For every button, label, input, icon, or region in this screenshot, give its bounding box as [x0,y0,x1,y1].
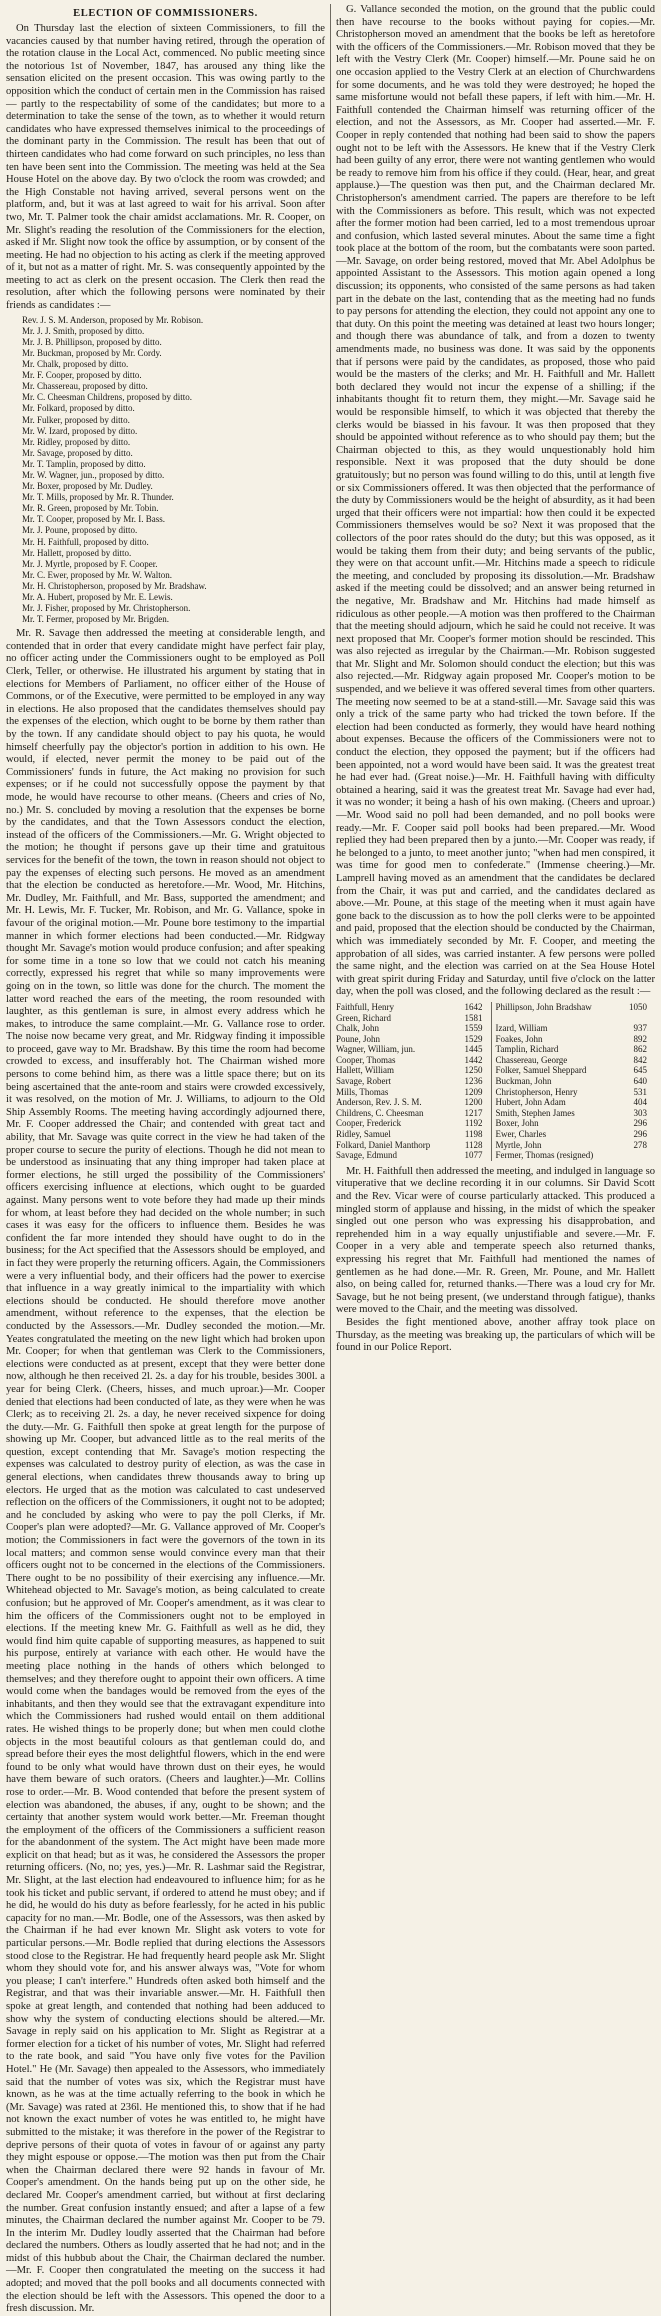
poll-candidate-name: Savage, Robert [336,1076,391,1087]
poll-votes: 937 [633,1023,647,1034]
poll-candidate-name: Tamplin, Richard [491,1044,615,1055]
candidate-nomination: Mr. Buckman, proposed by Mr. Cordy. [22,347,162,358]
poll-candidate-name: Green, Richard [336,1012,391,1023]
poll-votes: 640 [633,1076,647,1087]
poll-row [336,1118,655,1129]
candidate-nomination: Mr. Chassereau, proposed by ditto. [22,381,148,392]
candidate-nomination: Mr. R. Green, proposed by Mr. Tobin. [22,503,159,514]
poll-candidate-name: Wagner, William, jun. [336,1044,416,1055]
candidate-nomination: Mr. J. B. Phillipson, proposed by ditto. [22,336,162,347]
poll-candidate-name: Christopherson, Henry [491,1087,615,1098]
candidate-nomination: Mr. Folkard, proposed by ditto. [22,403,135,414]
candidate-nomination: Mr. C. Cheesman Childrens, proposed by ditto. [22,392,192,403]
column-left [6,4,325,2316]
closing-paragraph: Besides the fight mentioned above, another affray took place on Thursday, as the meeting was breaking up, the particulars of which will be found in our Police Report. [336,1316,655,1354]
poll-candidate-name: Chassereau, George [491,1055,615,1066]
poll-votes: 404 [633,1097,647,1108]
poll-candidate-name: Ridley, Samuel [336,1129,391,1140]
candidate-nomination: Mr. Chalk, proposed by ditto. [22,359,129,370]
poll-candidate-name: Anderson, Rev. J. S. M. [336,1097,422,1108]
poll-votes: 1209 [464,1086,483,1097]
intro-paragraph: On Thursday last the election of sixteen Commissioners, to fill the vacancies caused by that number having retired, through the operation of the rotation clause in the Local Act, commenced. No public meeting since the notorious 1st of November, 1847, has aroused any thing like the sensation elicited on the present occasion. This was owing partly to the opposition which the conduct of certain men in the Commission has raised — partly to the respectability of some of the candidates; but more to a determination to take the sense of the town, as to whether it would return candidates who have expressed themselves inimical to the proceedings of the dominant party in the Commission. The result has been that out of thirteen candidates who had come forward on such principles, no less than ten have been sent into the Commission. The meeting was held at the Sea House Hotel on the above day. By two o'clock the room was crowded; and the High Constable not having arrived, several persons went on the platform, and, but it was at last agreed to wait for his arrival. Soon after two, Mr. T. Palmer took the chair amidst acclamations. Mr. R. Cooper, on Mr. Slight's reading the resolution of the Commissioners for the election, asked if Mr. Slight now took the office by assumption, or by consent of the meeting. He had no objection to his acting as clerk if the meeting approved of it, but not as a matter of right. Mr. S. was consequently appointed by the meeting to act as clerk on the present occasion. The Clerk then read the resolution, after which the following persons were nominated by their friends as candidates :— [6,23,325,312]
poll-candidate-name: Childrens, C. Cheesman [336,1107,424,1118]
poll-votes: 1198 [464,1129,483,1140]
poll-votes: 296 [633,1129,647,1140]
poll-candidate-name: Hubert, John Adam [491,1097,615,1108]
poll-votes: 1559 [464,1023,483,1034]
poll-votes: 892 [633,1033,647,1044]
poll-candidate-name: Boxer, John [491,1118,615,1129]
poll-votes [615,1150,655,1161]
poll-candidate-name: Chalk, John [336,1023,380,1034]
poll-candidate-name: Faithfull, Henry [336,1001,394,1012]
poll-votes: 645 [633,1065,647,1076]
candidate-nomination: Mr. Hallett, proposed by ditto. [22,547,132,558]
poll-votes: 1050 [629,1001,647,1012]
poll-row [336,1023,655,1034]
poll-candidate-name: Poune, John [336,1033,381,1044]
poll-row [336,1097,655,1108]
poll-row [336,1055,655,1066]
debate-paragraph: Mr. R. Savage then addressed the meeting at considerable length, and contended that in order that every candidate might have perfect fair play, no officer acting under the Commissioners ought to be employed as Poll Clerk, Teller, or otherwise. He illustrated his argument by stating that in elections for Members of Parliament, no officer either of the House of Commons, or of the Executive, were permitted to be employed in any way in elections. He also proposed that the candidates themselves should pay the expenses of the election, which ought to be borne by them rather than by the town. If any candidate should object to pay his quota, he would himself cheerfully pay the objector's portion in addition to his own. He would, if elected, never permit the money to be paid out of the Commissioners' funds in future, the Act making no provision for such expenses; or if he could not successfully oppose the payment by that mode, he would have recourse to other means. (Cheers and cries of No, no.) Mr. S. concluded by moving a resolution that the expenses be borne by the candidates, and that the Town Assessors conduct the election, instead of the officers of the Commissioners.—Mr. G. Wright objected to the motion; he thought if persons gave up their time and gratuitous services for the benefit of the town, the town in reason should not object to pay the expenses of electing such persons. He moved as an amendment that the election be conducted as heretofore.—Mr. Wood, Mr. Hitchins, Mr. Dudley, Mr. Faithfull, and Mr. Bass, supported the amendment; and Mr. H. Lewis, Mr. F. Tucker, Mr. Robison, and Mr. G. Vallance, spoke in favour of the original motion.—Mr. Poune bore testimony to the impartial manner in which former elections had been conducted.—Mr. Ridgway thought Mr. Savage's motion would produce confusion; and after speaking for some time in a tone so low that we could not catch his meaning correctly, expressed his regret that while so many improvements were going on in the town, so little was done for the church. The moment the latter word reached the ears of the meeting, the room resounded with laughter, as this gentleman is sure, in almost every address which he makes, to introduce the same complaint.—Mr. G. Vallance rose to order. The noise now became very great, and Mr. Ridgway finding it impossible to proceed, gave way to Mr. Bradshaw. By this time the room had become crowded to excess, and insufferably hot. The Chairman wished more persons to come behind him, as there was a little space there; but on its being ascertained that the ante-room and stairs were crowded excessively, it was resolved, on the motion of Mr. J. Williams, to adjourn to the Old Ship Assembly Rooms. The meeting having accordingly adjourned there, Mr. F. Cooper addressed the Chair; and contended with great tact and ability, that Mr. Savage was quite correct in the view he had taken of the proper course to secure the purity of elections. Though he did not mean to be understood as insinuating that any thing improper had taken place at former elections, he still urged the possibility of the Commissioners' officers exercising influence at elections, which ought to be guarded against. Many persons went to vote before they had made up their minds for whom, at least before they had decided on the whole number; in such cases it was easy for the officers to influence them. Besides he was confident the far more intended they should have ought to do in the business; for the Act specified that the Assessors should be employed, and in fact they were properly the returning officers. Again, the Commissioners were a very influential body, and their officers had the power to exercise that influence in a way greatly inimical to the impartiality with which elections should be conducted. He should therefore move another amendment, without reference to the expenses, that the election be conducted by the Assessors.—Mr. Dudley seconded the motion.—Mr. Yeates congratulated the meeting on the new light which had broken upon Mr. Cooper; for when that gentleman was Clerk to the Commissioners, elections were conducted as at present, except that they were better done now, although he then received 2l. 2s. a day for his trouble, besides 300l. a year for being Clerk. (Cheers, hisses, and much uproar.)—Mr. Cooper denied that elections had been conducted of late, as they were when he was Clerk; as to receiving 2l. 2s. a day, he never received sixpence for doing the duty.—Mr. G. Faithfull then spoke at great length for the purpose of showing up Mr. Cooper, but advanced little as to the real merits of the question, except contending that Mr. Savage's motion respecting the expenses was calculated to destroy purity of election, as was the case in general elections, when candidates threw thousands away to bring up electors. He urged that as the motion was calculated to cast undeserved reflection on the officers of the Commissioners, it ought not to be adopted; and he concluded by asking who were to pay the poll Clerks, if Mr. Cooper's plan were adopted?—Mr. G. Vallance approved of Mr. Cooper's motion; the Commissioners in fact were the governors of the town in its local matters; and common sense would convince every man that their officers ought not to be concerned in the elections of the Commissioners. There ought to be no possibility of their exercising any influence.—Mr. Whitehead objected to Mr. Savage's motion, as being calculated to create confusion; but he approved of Mr. Cooper's amendment, as it was clear to him the officers of the Commissioners ought not to be employed in elections. If the meeting knew Mr. G. Faithfull as well as he did, they would find him quite capable of supporting measures, as happened to suit his purpose, entirely at variance with each other. He would have the meeting place nothing in the hands of others which belonged to themselves; and they therefore ought to appoint their own officers. A time would come when the bandages would be removed from the eyes of the inhabitants, and then they would see that the extravagant expenditure into which the Commissioners had rushed would entail on them additional rates. He wished things to be properly done; but when men could clothe objects in the most beautiful colours as that gentleman could do, and spread before their eyes the most delightful flowers, which in the end were found to be only what would have thrown dust on their eyes, he would have them beware of such orators. (Cheers and laughter.)—Mr. Collins rose to order.—Mr. B. Wood contended that before the present system of election was abandoned, the abuses, if any, ought to be shown; and the certainty that another system would work better.—Mr. Freeman thought the employment of the officers of the Commissioners a sufficient reason for the abandonment of the system. The Act might have been made more explicit on that head; but as it was, he considered the Assessors the proper returning officers. (No, no; yes, yes.)—Mr. R. Lashmar said the Registrar, Mr. Slight, at the last election had endeavoured to influence him; for as he took his ticket and public servant, if ordered to attend he must obey; and if he did, he would do his duty as before fearlessly, for he acted in his public capacity for no man.—Mr. Bodle, one of the Assessors, was then asked by the Chairman if he had ever known Mr. Slight ask voters to vote for particular persons.—Mr. Bodle replied that during elections the Assessors stood close to the Registrar. He had frequently heard people ask Mr. Slight whom they should vote for, and his answer always was, "Vote for whom you please; I can't interfere." Hundreds often asked both himself and the Registrar, and that was their invariable answer.—Mr. H. Faithfull then spoke at great length, and contended that nothing had been adduced to show why the system of conducting elections should be altered.—Mr. Savage in reply said on his application to Mr. Slight as Registrar at a former election for a ticket of his number of votes, Mr. Slight had referred to the rate book, and said "You have only five votes for the Pavilion Hotel." He (Mr. Savage) then appealed to the Assessors, who immediately said that the number of votes was six, which the Registrar must have known, as he was at the time actually referring to the book in which he (Mr. Savage) was rated at 236l. He mentioned this, to show that if he had not known the exact number of votes he was entitled to, he might have submitted to the mistake; it was therefore in the power of the Registrar to deprive persons of their quota of votes in favour of or against any party they might espouse or oppose.—The motion was then put from the Chair when the Chairman declared there were 92 hands in favour of Mr. Cooper's amendment. On the hands being put up on the other side, he declared Mr. Cooper's amendment carried, but without at first declaring the number. Great confusion instantly ensued; and after a lapse of a few minutes, the Chairman declared the number against Mr. Cooper to be 79. In the interim Mr. Dudley loudly asserted that the Chairman had before declared the numbers. Others as loudly asserted that he had not; and in the midst of this hubbub about the Chair, the Chairman declared the number.—Mr. F. Cooper then congratulated the meeting on the success it had adopted; and moved that the poll books and all documents connected with the election should be left with the Assessors. This opened the door to a fresh discussion. Mr. [6,628,325,2315]
candidate-nomination: Mr. J. J. Smith, proposed by ditto. [22,325,145,336]
poll-row [336,1013,655,1024]
poll-row [336,1140,655,1151]
poll-votes: 1236 [464,1076,483,1087]
poll-votes: 862 [633,1044,647,1055]
candidate-nomination: Mr. Savage, proposed by ditto. [22,447,133,458]
poll-row [336,1065,655,1076]
poll-candidate-name: Phillipson, John Bradshaw [491,1002,615,1013]
poll-row [336,1076,655,1087]
poll-row [336,1108,655,1119]
poll-votes: 1217 [464,1107,483,1118]
poll-votes: 1128 [464,1139,483,1150]
poll-votes: 842 [633,1054,647,1065]
candidate-nomination: Mr. J. Fisher, proposed by Mr. Christopherson. [22,603,191,614]
candidate-nomination: Mr. T. Mills, proposed by Mr. R. Thunder. [22,492,174,503]
poll-candidate-name: Ewer, Charles [491,1129,615,1140]
poll-votes [615,1013,655,1024]
column-rule [330,4,331,2316]
candidate-nomination: Rev. J. S. M. Anderson, proposed by Mr. Robison. [22,314,204,325]
candidate-nomination: Mr. W. Izard, proposed by ditto. [22,425,138,436]
poll-results-body [336,1002,655,1161]
candidate-nomination: Mr. W. Wagner, jun., proposed by ditto. [22,469,165,480]
poll-candidate-name: Hallett, William [336,1065,394,1076]
candidate-nomination: Mr. H. Christopherson, proposed by Mr. Bradshaw. [22,580,207,591]
candidate-nomination: Mr. J. Myrtle, proposed by F. Cooper. [22,558,158,569]
article-columns [6,4,655,2316]
article-title: ELECTION OF COMMISSIONERS. [73,8,258,19]
candidate-nomination: Mr. Boxer, proposed by Mr. Dudley. [22,481,153,492]
candidate-nomination: Mr. Fulker, proposed by ditto. [22,414,130,425]
candidate-nomination: Mr. H. Faithfull, proposed by ditto. [22,536,149,547]
poll-row [336,1129,655,1140]
poll-candidate-name [491,1013,615,1024]
poll-votes: 1250 [464,1065,483,1076]
poll-votes: 1529 [464,1033,483,1044]
poll-row [336,1034,655,1045]
candidate-nomination: Mr. F. Cooper, proposed by ditto. [22,370,142,381]
candidate-nomination: Mr. Ridley, proposed by ditto. [22,436,131,447]
poll-candidate-name: Buckman, John [491,1076,615,1087]
candidate-list [22,315,325,626]
candidate-nomination: Mr. J. Poune, proposed by ditto. [22,525,138,536]
poll-results-table [336,1002,655,1161]
poll-votes: 1192 [464,1118,483,1129]
poll-row [336,1150,655,1161]
poll-row [336,1087,655,1098]
poll-votes: 1077 [464,1150,483,1161]
poll-votes: 531 [633,1086,647,1097]
poll-candidate-name: Folkard, Daniel Manthorp [336,1139,431,1150]
poll-votes: 1642 [464,1001,483,1012]
poll-votes: 303 [633,1107,647,1118]
poll-candidate-name: Foakes, John [491,1034,615,1045]
poll-votes: 278 [633,1139,647,1150]
column-right [336,4,655,1355]
poll-row [336,1002,655,1013]
aftermath-paragraph: Mr. H. Faithfull then addressed the meeting, and indulged in language so vituperative that we decline recording it in our columns. Sir David Scott and the Rev. Vicar were of course particularly attacked. This produced a mingled storm of applause and hissing, in the midst of which the speaker singled out one person who was expressing his disapprobation, and reprehended him in a way equally unjustifiable and severe.—Mr. F. Cooper in a very able and temperate speech also returned thanks, expressing his regret that Mr. Faithfull had mentioned the names of gentlemen as he had done.—Mr. R. Green, Mr. Poune, and Mr. Hallett also, on being called for, returned thanks.—There was a loud cry for Mr. Savage, but he not being present, (we understand through fatigue), thanks were moved to the Chair, and the meeting was dissolved. [336,1165,655,1316]
poll-row [336,1044,655,1055]
poll-candidate-name: Myrtle, John [491,1140,615,1151]
poll-candidate-name: Folker, Samuel Sheppard [491,1065,615,1076]
candidate-nomination: Mr. T. Cooper, proposed by Mr. I. Bass. [22,514,166,525]
continuation-paragraph: G. Vallance seconded the motion, on the ground that the public could then have recourse to the books without paying for copies.—Mr. Christopherson moved an amendment that the books be left as heretofore with the officers of the Commissioners.—Mr. Robison moved that they be left with the Vestry Clerk (Mr. Cooper) himself.—Mr. Poune said he on one occasion applied to the Vestry Clerk at an election of Churchwardens for some documents, and he was told they were destroyed; he hoped the same misfortune would not befall these papers, if left with him.—Mr. H. Faithfull contended the Chairman himself was returning officer of the election, and not the Assessors, as Mr. Cooper had asserted.—Mr. F. Cooper in reply contended that nothing had been said to show the papers ought not to be left with the Assessors. He knew that if the Vestry Clerk had been guilty of any error, there were not wanting gentlemen who would be ready to remove him from his office if they could. (Hear, hear, and great applause.)—The question was then put, and the Chairman declared Mr. Christopherson's amendment carried. The papers are therefore to be left with the Commissioners as before. This result, which was not expected after the former motion had been carried, led to a most tremendous uproar and confusion, which lasted several minutes. About the same time a fight took place at the bottom of the room, but the combatants were soon parted.—Mr. Savage, on order being restored, moved that Mr. Abel Adolphus be appointed Assistant to the Assessors. This motion again opened a long discussion; its opponents, who consisted of the same persons as had taken part in the debate on the last, contending that as the meeting had no funds to pay persons for attending the election, they could not appoint any one to that duty. On this point the meeting was detained at least two hours longer; and though there was abundance of talk, and from a dozen to twenty amendments made, no business was done. It was said by the opponents that if persons were paid by the candidates, as proposed, those who paid would be the masters of the clerks; and Mr. H. Faithfull and Mr. Hallett both declared they would not incur the expense of a shilling; if the inhabitants thought fit to return them, they might.—Mr. Savage said he would be responsible himself, to which it was objected that thereby the clerks would be biassed in his favour. It was then proposed that they should be appointed without reference as to who should pay them; but the Chairman objected to this, as they would unquestionably hold him responsible. Next it was proposed that the duty should be done gratuitously; but no person was found willing to do this, until at length five or six Commissioners offered. It was then objected that the performance of the duty by Commissioners would be the height of absurdity, as it had been urged that their officers were not impartial: how then could it be expected Commissioners themselves would be so? Next it was proposed that the collectors of the poor rates should do the duty; but this was opposed, as it would be taking them from their duty; and being servants of the public, they were on that account unfit.—Mr. Hitchins made a speech to ridicule the meeting, and concluded by proposing its dissolution.—Mr. Bradshaw asked if the meeting could be dissolved; and an answer being returned in the negative, Mr. Bradshaw and Mr. Hitchins had made himself as ridiculous as other people.—A motion was then proffered to the Chairman that the meeting should adjourn, which he said he could not receive. It was next proposed that Mr. Cooper's former motion should be rescinded. This was also rejected as irregular by the Chairman.—Mr. Robison suggested that Mr. Slight and Mr. Solomon should conduct the election; but this was also rejected.—Mr. Ridgway again proposed Mr. Cooper's motion to be suspended, and we believe it was offered several times from other quarters. The meeting now seemed to be at a stand-still.—Mr. Savage said this was only a trick of the same party who had tricked the town before. If the election had been conducted as formerly, they would have heard nothing about expenses. Because the officers of the Commissioners were not to conduct the election, they opposed the payment; but if the officers had been appointed, not a word would have been said. It was the greatest treat he had ever had. (Great noise.)—Mr. H. Faithfull having with difficulty obtained a hearing, said it was the greatest treat Mr. Savage had ever had, it was no wonder; it being a hash of his own making. (Cheers and uproar.)—Mr. Wood said no poll had been demanded, and no poll books were ready.—Mr. F. Cooper said poll books had been prepared.—Mr. Wood replied they had been prepared then by a junto.—Mr. Cooper was ready, if he belonged to a junto, to meet another junto; "when had men conspired, it was time for good men to confederate." (Immense cheering.)—Mr. Lamprell having moved as an amendment that the candidates be declared from the Chair, it was put and carried, and the candidates declared as above.—Mr. Poune, at this stage of the meeting when it must again have gone back to the discussion as to how the poll clerks were to be appointed and paid, proposed that the election should be conducted by the Chairman, which was immediately seconded by Mr. F. Cooper, and meeting the approbation of all sides, was carried instanter. A few persons were polled the same night, and the election was carried on at the Sea House Hotel with great spirit during Friday and Saturday, until five o'clock on the latter day, when the poll was closed, and the following declared as the result :— [336,4,655,998]
poll-votes: 1581 [464,1012,483,1023]
poll-votes: 1442 [464,1054,483,1065]
poll-candidate-name: Fermer, Thomas (resigned) [491,1150,615,1161]
candidate-nomination: Mr. T. Fermer, proposed by Mr. Brigden. [22,614,170,625]
poll-votes: 1445 [464,1044,483,1055]
candidate-nomination: Mr. C. Ewer, proposed by Mr. W. Walton. [22,569,172,580]
poll-candidate-name: Cooper, Thomas [336,1054,396,1065]
poll-candidate-name: Savage, Edmund [336,1150,397,1161]
poll-candidate-name: Izard, William [491,1023,615,1034]
poll-votes: 1200 [464,1097,483,1108]
candidate-nomination: Mr. A. Hubert, proposed by Mr. E. Lewis. [22,592,173,602]
poll-candidate-name: Smith, Stephen James [491,1108,615,1119]
poll-votes: 296 [633,1118,647,1129]
poll-candidate-name: Mills, Thomas [336,1086,389,1097]
candidate-nomination: Mr. T. Tamplin, proposed by ditto. [22,458,146,469]
poll-candidate-name: Cooper, Frederick [336,1118,402,1129]
